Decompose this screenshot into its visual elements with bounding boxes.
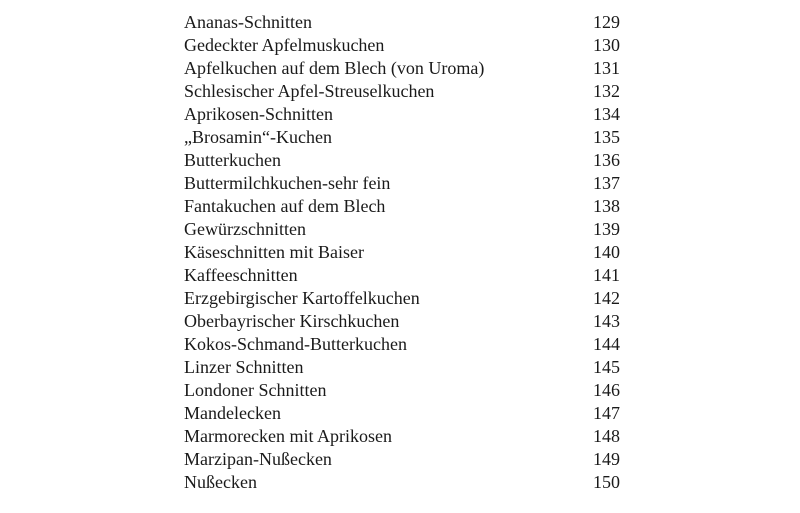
toc-entry xyxy=(184,149,624,172)
toc-entry xyxy=(184,195,624,218)
toc-entry-title: Fantakuchen auf dem Blech xyxy=(184,196,386,216)
toc-entry-page: 137 xyxy=(593,173,620,193)
toc-entry-title: Kokos-Schmand-Butterkuchen xyxy=(184,334,407,354)
toc-entry xyxy=(184,310,624,333)
toc-entry-title: Apfelkuchen auf dem Blech (von Uroma) xyxy=(184,58,485,78)
toc-entry-page: 144 xyxy=(593,334,620,354)
toc-entry-title: Marmorecken mit Aprikosen xyxy=(184,426,392,446)
toc-entry-page: 148 xyxy=(593,426,620,446)
toc-entry-page: 149 xyxy=(593,449,620,469)
toc-entry-page: 132 xyxy=(593,81,620,101)
toc-entry xyxy=(184,333,624,356)
toc-entry xyxy=(184,402,624,425)
toc-entry-title: Buttermilchkuchen-sehr fein xyxy=(184,173,391,193)
toc-entry xyxy=(184,11,624,34)
toc-entry-title: Butterkuchen xyxy=(184,150,281,170)
toc-entry-title: Gedeckter Apfelmuskuchen xyxy=(184,35,385,55)
toc-entry-title: Erzgebirgischer Kartoffelkuchen xyxy=(184,288,420,308)
toc-entry-page: 138 xyxy=(593,196,620,216)
toc-entry xyxy=(184,80,624,103)
toc-entry xyxy=(184,34,624,57)
toc-entry-page: 131 xyxy=(593,58,620,78)
toc-entry-title: Linzer Schnitten xyxy=(184,357,304,377)
toc-entry xyxy=(184,103,624,126)
toc-entry xyxy=(184,379,624,402)
toc-entry xyxy=(184,287,624,310)
toc-entry-title: „Brosamin“-Kuchen xyxy=(184,127,332,147)
toc-entry-title: Käseschnitten mit Baiser xyxy=(184,242,364,262)
toc-entry-title: Gewürzschnitten xyxy=(184,219,306,239)
toc-entry xyxy=(184,264,624,287)
toc-entry-page: 145 xyxy=(593,357,620,377)
toc-entry-page: 129 xyxy=(593,12,620,32)
toc-entry-page: 147 xyxy=(593,403,620,423)
toc-entry xyxy=(184,356,624,379)
toc-entry-page: 150 xyxy=(593,472,620,492)
toc-entry-page: 143 xyxy=(593,311,620,331)
toc-entry xyxy=(184,57,624,80)
toc-entry xyxy=(184,126,624,149)
toc-entry-title: Nußecken xyxy=(184,472,257,492)
table-of-contents xyxy=(184,11,624,494)
toc-entry-title: Londoner Schnitten xyxy=(184,380,327,400)
toc-entry-title: Mandelecken xyxy=(184,403,281,423)
toc-entry-title: Marzipan-Nußecken xyxy=(184,449,332,469)
toc-entry-page: 139 xyxy=(593,219,620,239)
toc-entry-title: Aprikosen-Schnitten xyxy=(184,104,333,124)
toc-entry-title: Ananas-Schnitten xyxy=(184,12,312,32)
toc-entry-page: 136 xyxy=(593,150,620,170)
toc-entry-page: 141 xyxy=(593,265,620,285)
toc-entry xyxy=(184,448,624,471)
toc-entry-page: 146 xyxy=(593,380,620,400)
toc-entry-title: Schlesischer Apfel-Streuselkuchen xyxy=(184,81,435,101)
toc-entry-title: Oberbayrischer Kirschkuchen xyxy=(184,311,400,331)
toc-entry-page: 140 xyxy=(593,242,620,262)
toc-entry-page: 142 xyxy=(593,288,620,308)
toc-entry xyxy=(184,172,624,195)
toc-entry xyxy=(184,218,624,241)
toc-entry-page: 135 xyxy=(593,127,620,147)
toc-entry-title: Kaffeeschnitten xyxy=(184,265,298,285)
toc-entry xyxy=(184,471,624,494)
toc-entry-page: 134 xyxy=(593,104,620,124)
toc-entry xyxy=(184,425,624,448)
toc-entry xyxy=(184,241,624,264)
toc-entry-page: 130 xyxy=(593,35,620,55)
